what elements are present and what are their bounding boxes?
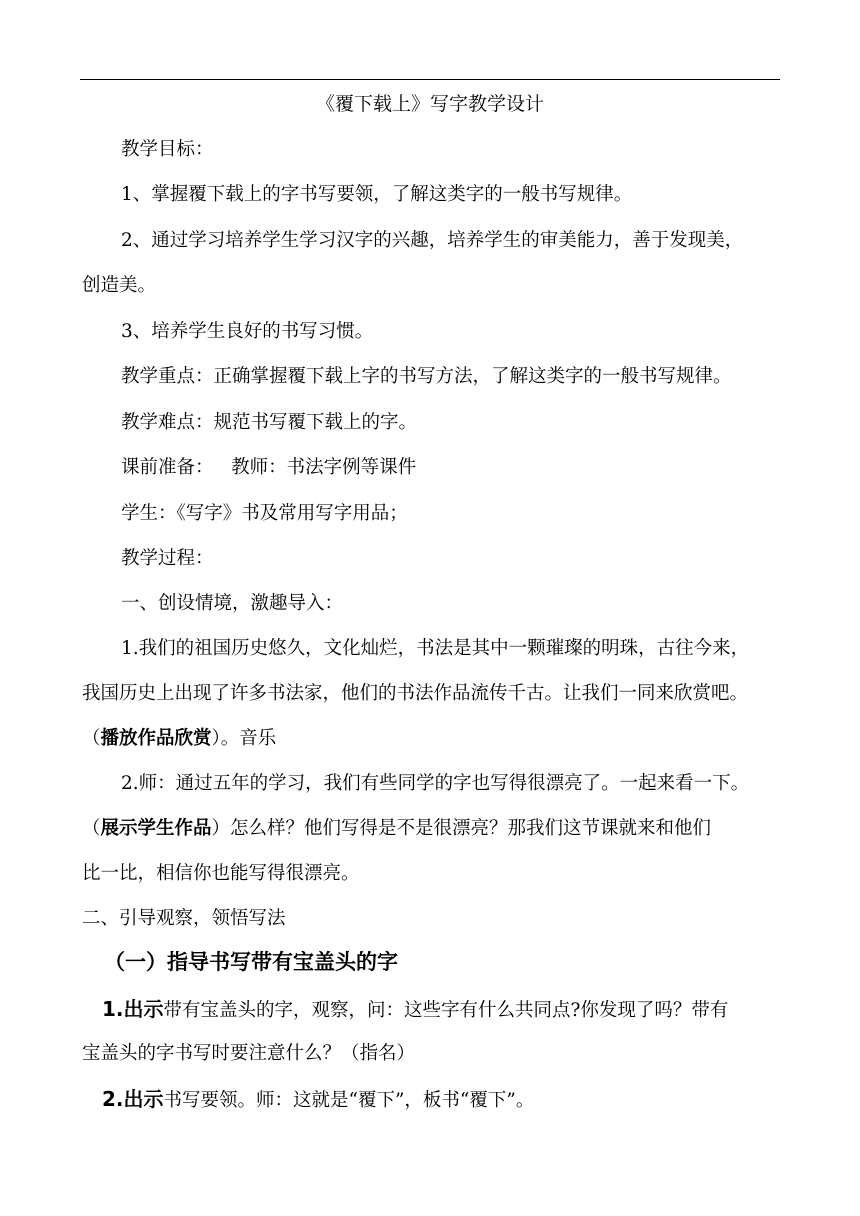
objective-2-line-2: 创造美。 xyxy=(82,275,157,296)
step-1-line-2: 宝盖头的字书写时要注意什么？（指名） xyxy=(82,1043,416,1064)
header-rule xyxy=(80,79,780,80)
student-prep: 学生：《写字》书及常用写字用品； xyxy=(121,503,408,524)
paragraph-1-line-3: （播放作品欣赏）。音乐 xyxy=(82,728,277,749)
paragraph-1-line-1: 1.我们的祖国历史悠久，文化灿烂，书法是其中一颗璀璨的明珠，古往今来， xyxy=(121,638,750,659)
section-1-heading: 一、创设情境，激趣导入： xyxy=(121,593,344,614)
step-2-label: 2.出示 xyxy=(102,1087,164,1111)
objective-3: 3、培养学生良好的书写习惯。 xyxy=(121,321,374,342)
step-1-label: 1.出示 xyxy=(102,997,164,1021)
objective-1: 1、掌握覆下载上的字书写要领，了解这类字的一般书写规律。 xyxy=(121,184,633,205)
step-2-line-1: 2.出示书写要领。师：这就是“覆下”，板书“覆下”。 xyxy=(102,1087,535,1111)
section-2-heading: 二、引导观察，领悟写法 xyxy=(82,908,286,929)
document-title: 《覆下载上》写字教学设计 xyxy=(315,93,544,115)
key-point: 教学重点：正确掌握覆下载上字的书写方法，了解这类字的一般书写规律。 xyxy=(121,366,732,387)
paragraph-2-line-2: （展示学生作品）怎么样？他们写得是不是很漂亮？那我们这节课就来和他们 xyxy=(82,818,712,839)
play-works-label: 播放作品欣赏 xyxy=(100,728,212,749)
process-label: 教学过程： xyxy=(121,548,214,569)
paragraph-2-line-3: 比一比，相信你也能写得很漂亮。 xyxy=(82,863,360,884)
step-1-line-1: 1.出示带有宝盖头的字，观察，问：这些字有什么共同点?你发现了吗？带有 xyxy=(102,997,729,1021)
subheading: （一）指导书写带有宝盖头的字 xyxy=(104,950,398,974)
paragraph-1-line-2: 我国历史上出现了许多书法家，他们的书法作品流传千古。让我们一同来欣赏吧。 xyxy=(82,683,749,704)
difficulty: 教学难点：规范书写覆下载上的字。 xyxy=(121,412,418,433)
paragraph-2-line-1: 2.师：通过五年的学习，我们有些同学的字也写得很漂亮了。一起来看一下。 xyxy=(121,773,750,794)
objectives-label: 教学目标： xyxy=(121,139,214,160)
show-student-works-label: 展示学生作品 xyxy=(100,818,212,839)
objective-2-line-1: 2、通过学习培养学生学习汉字的兴趣，培养学生的审美能力，善于发现美， xyxy=(121,230,744,251)
prep: 课前准备： 教师：书法字例等课件 xyxy=(121,457,417,478)
